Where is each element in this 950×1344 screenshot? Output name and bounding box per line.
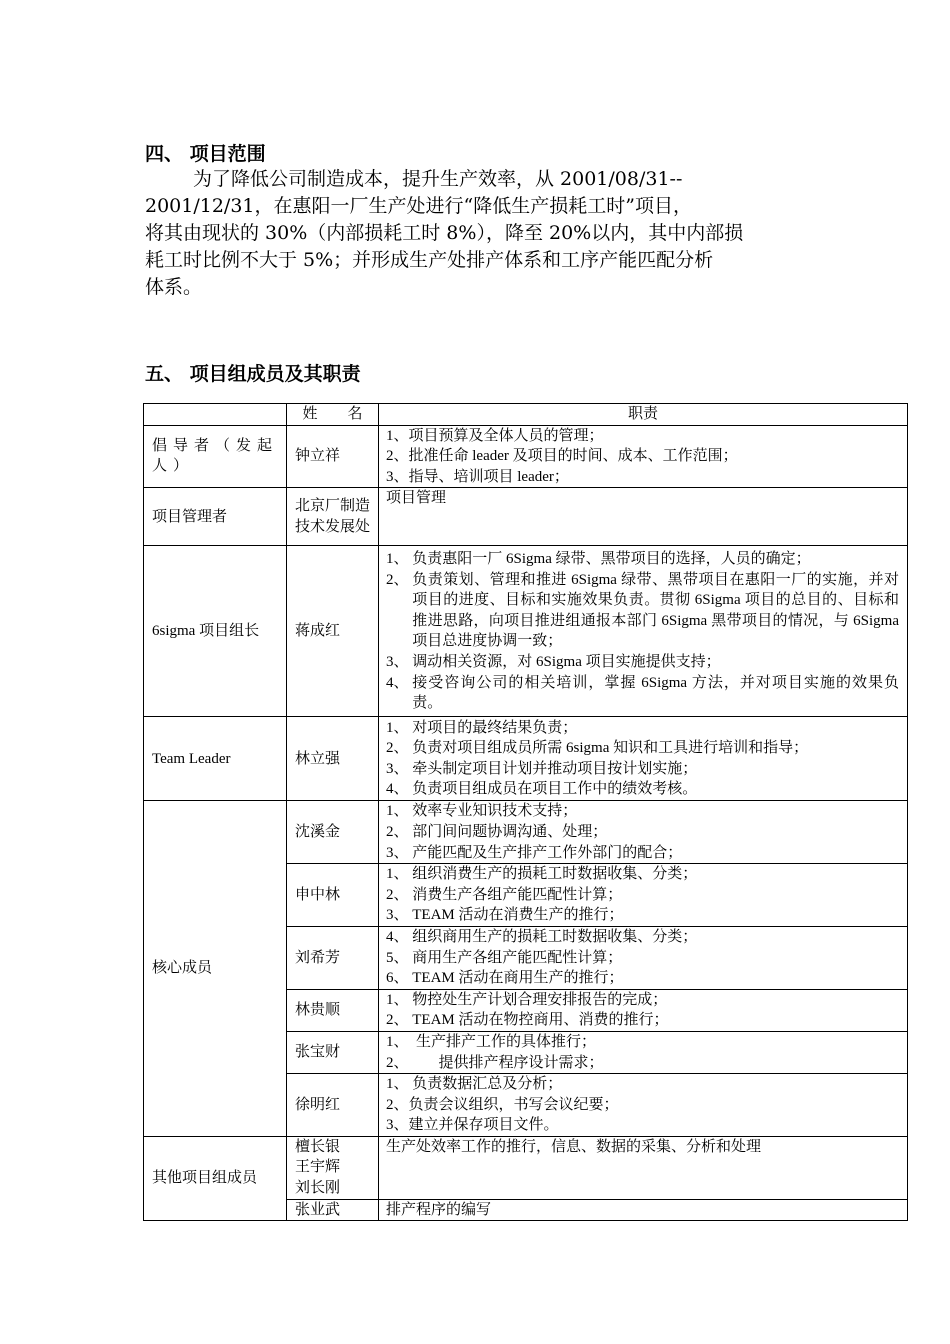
member-name: 檀长银	[295, 1138, 341, 1155]
duty-item: 2、 消费生产各组产能匹配性计算；	[386, 886, 623, 903]
duty-item: 3、 调动相关资源，对 6Sigma 项目实施提供支持；	[386, 653, 721, 670]
duty-item: 2、 负责会议组织，书写会议纪要；	[386, 1096, 619, 1113]
duty-cell: 生产处效率工作的推行，信息、数据的采集、分析和处理	[379, 1136, 908, 1199]
role-cell: 核心成员	[144, 801, 287, 1137]
duty-item: 2、 部门间问题协调沟通、处理；	[386, 823, 608, 840]
duty-cell	[379, 864, 908, 927]
duty-item: 项目管理	[386, 490, 447, 507]
name-cell: 张宝财	[287, 1031, 379, 1073]
duty-cell	[379, 989, 908, 1031]
paragraph-line: 为了降低公司制造成本，提升生产效率，从 2001/08/31--	[193, 168, 683, 190]
paragraph-line: 将其由现状的 30%（内部损耗工时 8%），降至 20%以内，其中内部损	[145, 222, 744, 244]
duty-cell	[379, 926, 908, 989]
duty-item: 4、 组织商用生产的损耗工时数据收集、分类；	[386, 928, 698, 945]
name-cell: 蒋成红	[287, 546, 379, 717]
member-name: 王宇辉	[295, 1159, 341, 1176]
name-cell: 徐明红	[287, 1074, 379, 1137]
duty-item: 2、 TEAM 活动在物控商用、消费的推行；	[386, 1012, 669, 1029]
table-row	[144, 801, 908, 864]
name-cell: 林贵顺	[287, 989, 379, 1031]
member-name: 刘长刚	[295, 1180, 341, 1197]
role-cell: 倡导者（发起人）	[144, 425, 287, 488]
duty-item: 2、 批准任命 leader 及项目的时间、成本、工作范围；	[386, 448, 738, 465]
duty-item: 3、 建立并保存项目文件。	[386, 1117, 559, 1134]
duty-item: 5、 商用生产各组产能匹配性计算；	[386, 949, 623, 966]
duty-item: 2、 负责策划、管理和推进 6Sigma 绿带、黑带项目在惠阳一厂的实施，并对项目的进度、目标和实施效果负责。贯彻 6Sigma 项目的总目的、目标和推进思路，向项目推进组通报本部门 6Sigma 黑带项目的情况，与 6Sigma 项目总进度协调一致；	[386, 571, 899, 650]
name-cell: 林立强	[287, 717, 379, 801]
role-cell: 6sigma 项目组长	[144, 546, 287, 717]
members-table	[143, 403, 908, 1221]
header-name-cell: 姓 名	[287, 404, 379, 426]
name-cell: 沈溪金	[287, 801, 379, 864]
duty-item: 1、 对项目的最终结果负责；	[386, 719, 578, 736]
name-cell: 钟立祥	[287, 425, 379, 488]
duty-cell: 排产程序的编写	[379, 1199, 908, 1221]
table-row	[144, 488, 908, 546]
duty-item: 1、 生产排产工作的具体推行；	[386, 1033, 597, 1050]
name-cell: 北京厂制造技术发展处	[287, 488, 379, 546]
duty-cell	[379, 1074, 908, 1137]
header-duty-cell: 职责	[379, 404, 908, 426]
table-row	[144, 425, 908, 488]
duty-cell	[379, 717, 908, 801]
duty-cell	[379, 488, 908, 546]
duty-cell	[379, 546, 908, 717]
duty-item: 1、 物控处生产计划合理安排报告的完成；	[386, 991, 668, 1008]
section-4-title: 四、 项目范围	[145, 143, 266, 165]
table-row	[144, 546, 908, 717]
duty-item: 1、 组织消费生产的损耗工时数据收集、分类；	[386, 866, 698, 883]
paragraph-line: 耗工时比例不大于 5%；并形成生产处排产体系和工序产能匹配分析	[145, 249, 714, 271]
name-cell: 刘希芳	[287, 926, 379, 989]
header-role-cell	[144, 404, 287, 426]
duty-cell	[379, 801, 908, 864]
duty-item: 3、 指导、培训项目 leader；	[386, 468, 569, 485]
duty-item: 2、 负责对项目组成员所需 6sigma 知识和工具进行培训和指导；	[386, 740, 809, 757]
duty-item: 6、 TEAM 活动在商用生产的推行；	[386, 970, 624, 987]
duty-item: 4、 接受咨询公司的相关培训，掌握 6Sigma 方法，并对项目实施的效果负责。	[386, 674, 899, 712]
name-cell: 张业武	[287, 1199, 379, 1221]
role-cell: Team Leader	[144, 717, 287, 801]
duty-item: 3、 TEAM 活动在消费生产的推行；	[386, 907, 624, 924]
duty-item: 1、 负责数据汇总及分析；	[386, 1076, 563, 1093]
name-cell: 申中林	[287, 864, 379, 927]
duty-item: 1、 项目预算及全体人员的管理；	[386, 427, 604, 444]
table-header-row	[144, 404, 908, 426]
duty-item: 3、 产能匹配及生产排产工作外部门的配合；	[386, 844, 683, 861]
duty-cell	[379, 1031, 908, 1073]
section-5-title: 五、 项目组成员及其职责	[145, 363, 361, 385]
role-cell: 项目管理者	[144, 488, 287, 546]
table-row	[144, 717, 908, 801]
duty-item: 1、 效率专业知识技术支持；	[386, 803, 578, 820]
name-cell	[287, 1136, 379, 1199]
duty-cell	[379, 425, 908, 488]
paragraph-line: 体系。	[145, 276, 203, 298]
duty-item: 2、 提供排产程序设计需求；	[386, 1054, 604, 1071]
duty-item: 1、 负责惠阳一厂 6Sigma 绿带、黑带项目的选择，人员的确定；	[386, 551, 811, 567]
duty-item: 3、 牵头制定项目计划并推动项目按计划实施；	[386, 760, 698, 777]
role-cell: 其他项目组成员	[144, 1136, 287, 1220]
paragraph-line: 2001/12/31，在惠阳一厂生产处进行“降低生产损耗工时”项目，	[145, 195, 692, 217]
duty-item: 4、 负责项目组成员在项目工作中的绩效考核。	[386, 781, 698, 798]
table-row	[144, 1136, 908, 1199]
section-4-paragraph	[145, 166, 810, 301]
